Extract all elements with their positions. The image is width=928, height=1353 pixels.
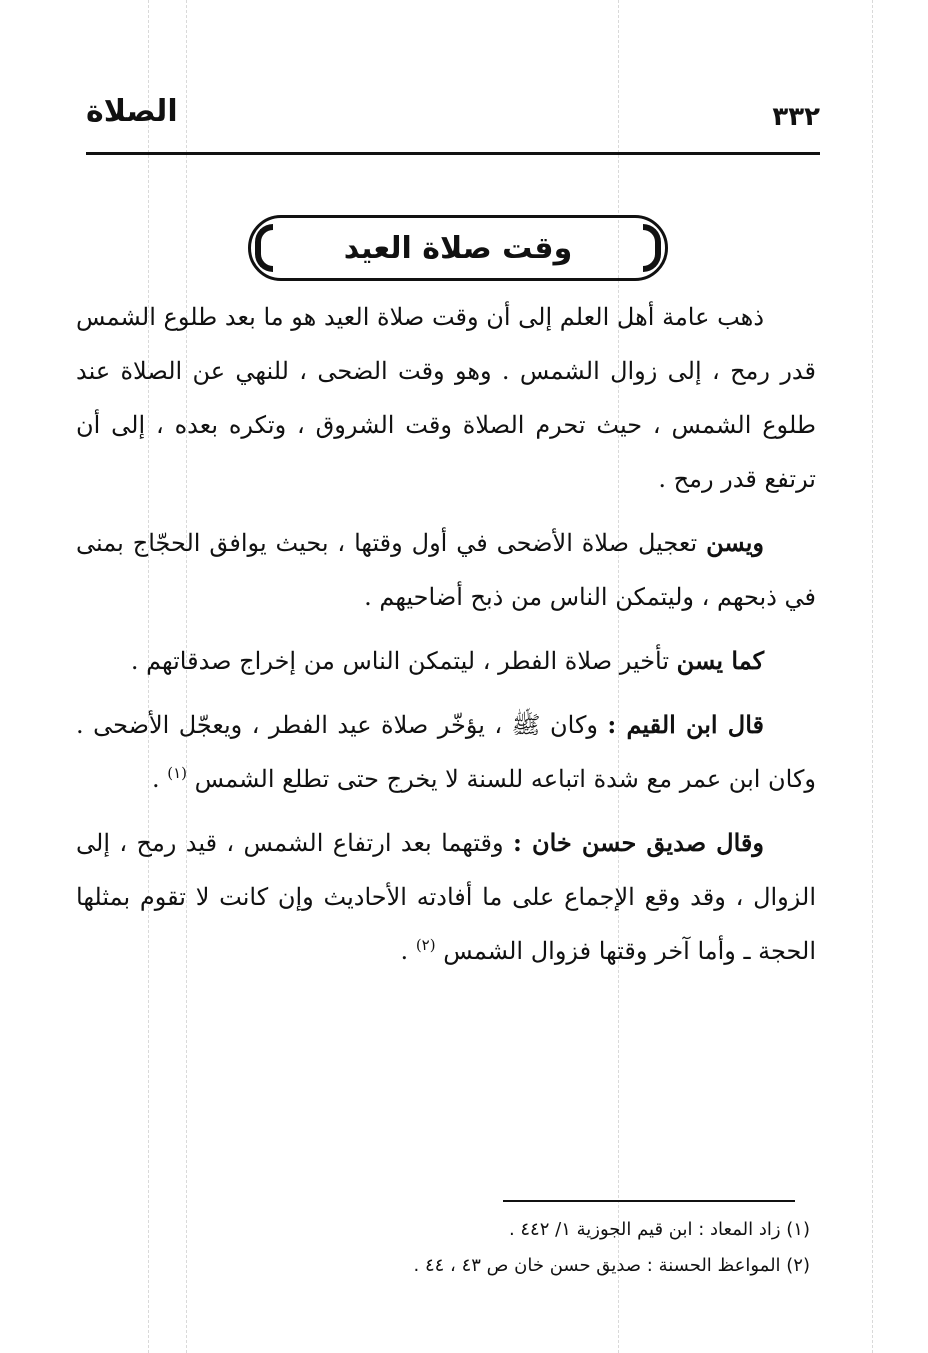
footnote-separator [503,1200,795,1202]
paragraph-text: وكان ﷺ ، يؤخّر صلاة عيد الفطر ، ويعجّل الأضحى . وكان ابن عمر مع شدة اتباعه للسنة لا يخرج حتى تطلع الشمس [76,711,816,793]
section-title: وقت صلاة العيد [343,230,573,266]
paragraph-text: تعجيل صلاة الأضحى في أول وقتها ، بحيث يوافق الحجّاج بمنى في ذبحهم ، وليتمكن الناس من ذبح أضاحيهم . [76,529,816,611]
footnotes [330,1212,810,1284]
paragraph-text: تأخير صلاة الفطر ، ليتمكن الناس من إخراج صدقاتهم . [130,647,670,675]
section-title-frame [248,215,668,281]
paragraph-text: ذهب عامة أهل العلم إلى أن وقت صلاة العيد هو ما بعد طلوع الشمس قدر رمح ، إلى زوال الشمس . وهو وقت الضحى ، للنهي عن الصلاة عند طلوع الشمس ، حيث تحرم الصلاة وقت الشروق ، وتكره بعده ، إلى أن ترتفع قدر رمح . [76,303,816,493]
footnote-marker: (٢) [415,936,436,954]
page-header [86,92,820,156]
paragraph [76,290,816,506]
header-rule [86,152,820,155]
running-title: الصلاة [86,94,178,129]
footnote-marker: (١) [167,764,188,782]
paragraph: وقال صديق حسن خان : وقتهما بعد ارتفاع الشمس ، قيد رمح ، إلى الزوال ، وقد وقع الإجماع على ما أفادته الأحاديث وإن كانت لا تقوم بمثلها الحجة ـ وأما آخر وقتها فزوال الشمس $^{(٢)}$ . [76,828,816,965]
footnote: (١) زاد المعاد : ابن قيم الجوزية ١/ ٤٤٢ . [508,1219,810,1240]
paragraph: قال ابن القيم : وكان ﷺ ، يؤخّر صلاة عيد الفطر ، ويعجّل الأضحى . وكان ابن عمر مع شدة اتباعه للسنة لا يخرج حتى تطلع الشمس $^{(١)}$ . [76,710,816,793]
scan-artifact [872,0,873,1353]
paragraph-lead: قال ابن القيم : [607,710,764,739]
paragraph-lead: ويسن [706,528,765,557]
paragraph-lead: كما يسن [676,646,764,675]
main-text [76,290,816,988]
paragraph [76,516,816,624]
paragraph [76,634,816,688]
footnote: (٢) المواعظ الحسنة : صديق حسن خان ص ٤٣ ، ٤٤ . [413,1255,810,1276]
paragraph-text: وقتهما بعد ارتفاع الشمس ، قيد رمح ، إلى الزوال ، وقد وقع الإجماع على ما أفادته الأحاديث وإن كانت لا تقوم بمثلها الحجة ـ وأما آخر وقتها فزوال الشمس [76,829,816,965]
paragraph-lead: وقال صديق حسن خان : [513,828,764,857]
page-number: ٣٣٢ [772,102,820,132]
